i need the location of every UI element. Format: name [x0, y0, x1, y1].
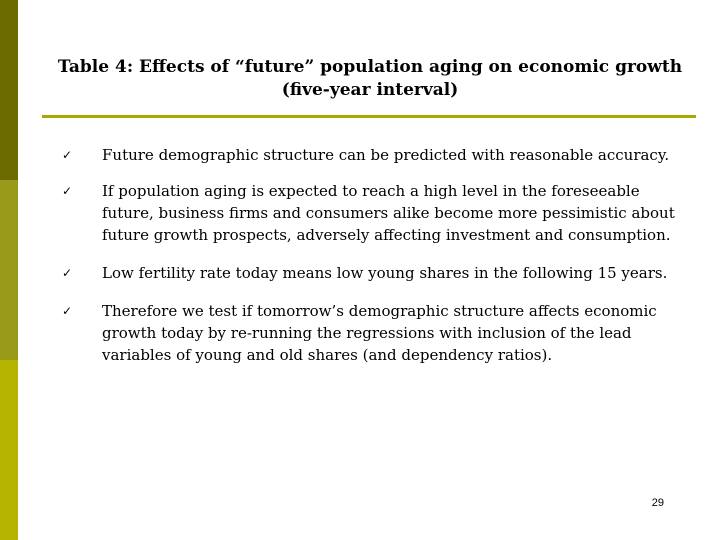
- sidebar-band-top: [0, 0, 18, 180]
- check-icon: ✓: [62, 184, 73, 198]
- sidebar-band-bottom: [0, 360, 18, 540]
- bullet-text: If population aging is expected to reach a high level in the foreseeable future, business firms and consumers alike become more pessimistic about future growth prospects, adversely affecting investment and consumption.: [102, 182, 675, 244]
- slide-title: [40, 56, 700, 102]
- bullet-item: [62, 262, 692, 284]
- bullet-item: [62, 180, 692, 246]
- bullet-text: Therefore we test if tomorrow’s demographic structure affects economic growth today by re-running the regressions with inclusion of the lead variables of young and old shares (and dependency ratios).: [102, 302, 657, 364]
- sidebar-band-middle: [0, 180, 18, 360]
- page-number: 29: [651, 497, 664, 509]
- bullet-text: Low fertility rate today means low young shares in the following 15 years.: [102, 264, 668, 282]
- check-icon: ✓: [62, 148, 73, 162]
- title-divider: [42, 115, 696, 118]
- bullet-list: [62, 144, 692, 380]
- check-icon: ✓: [62, 266, 73, 280]
- check-icon: ✓: [62, 304, 73, 318]
- bullet-text: Future demographic structure can be predicted with reasonable accuracy.: [102, 146, 670, 164]
- slide-title-line-1: Table 4: Effects of “future” population aging on economic growth: [57, 57, 683, 77]
- bullet-item: [62, 144, 692, 166]
- bullet-item: [62, 300, 692, 366]
- slide-title-line-2: (five-year interval): [281, 80, 459, 100]
